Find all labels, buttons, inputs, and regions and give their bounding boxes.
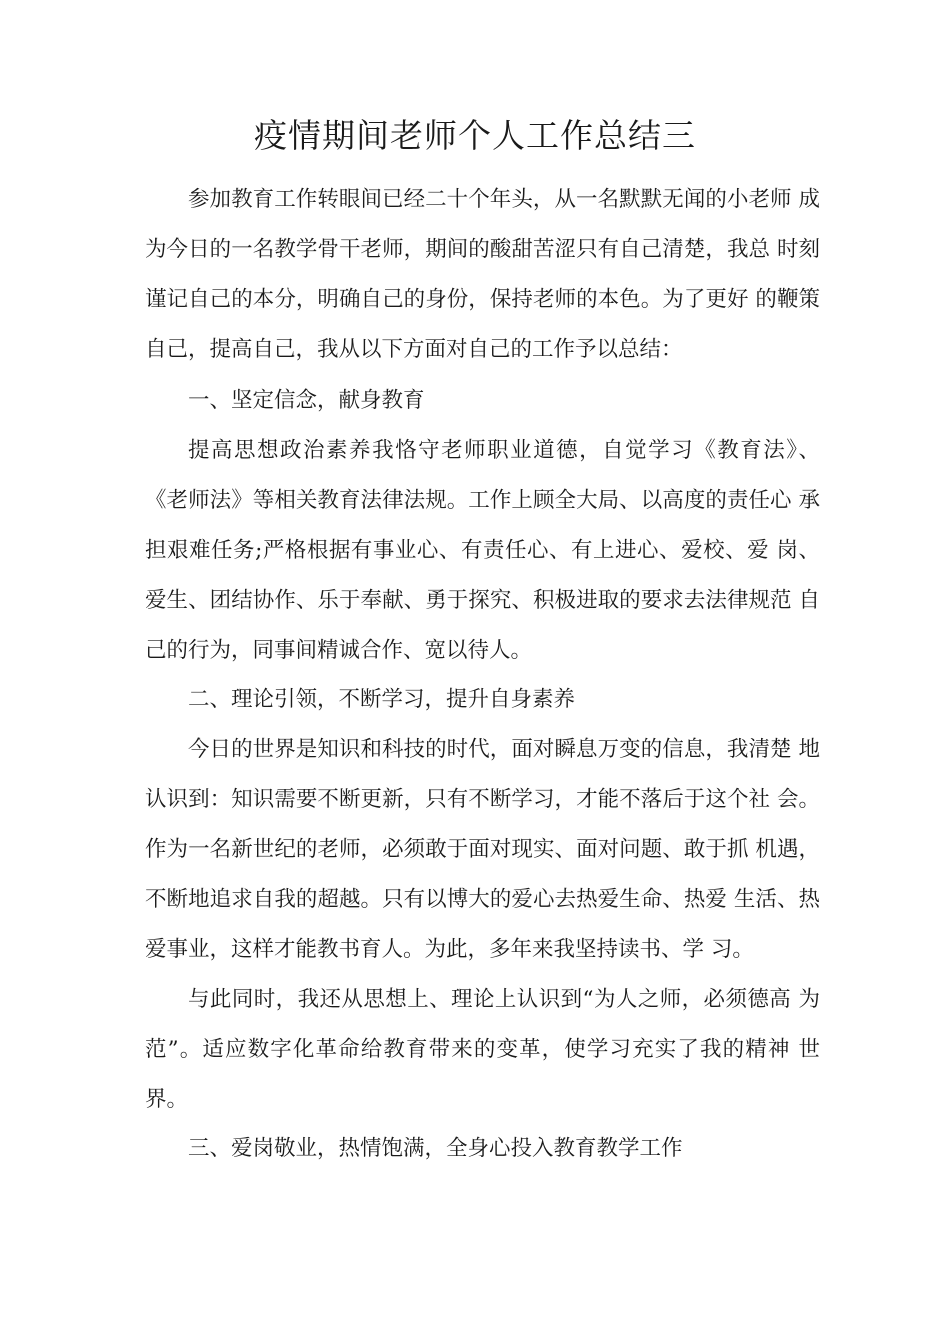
paragraph-line: 界。 <box>145 1087 189 1112</box>
paragraph-line: 己的行为，同事间精诚合作、宽以待人。 <box>145 638 533 663</box>
paragraph-line: 参加教育工作转眼间已经二十个年头，从一名默默无闻的小老师 成 <box>188 187 820 212</box>
paragraph-line: 担艰难任务;严格根据有事业心、有责任心、有上进心、爱校、爱 岗、 <box>145 538 820 563</box>
paragraph-line: 认识到：知识需要不断更新，只有不断学习，才能不落后于这个社 会。 <box>145 787 820 812</box>
paragraph-line: 自己，提高自己，我从以下方面对自己的工作予以总结： <box>145 337 683 362</box>
paragraph-line: 范”。适应数字化革命给教育带来的变革，使学习充实了我的精神 世 <box>145 1037 820 1062</box>
paragraph-line: 为今日的一名教学骨干老师，期间的酸甜苦涩只有自己清楚，我总 时刻 <box>145 237 820 262</box>
paragraph-line: 不断地追求自我的超越。只有以博大的爱心去热爱生命、热爱 生活、热 <box>145 887 820 912</box>
paragraph-line: 提高思想政治素养我恪守老师职业道德，自觉学习《教育法》、 <box>188 438 820 463</box>
section-heading: 三、爱岗敬业，热情饱满，全身心投入教育教学工作 <box>188 1136 683 1161</box>
section-heading: 二、理论引领，不断学习，提升自身素养 <box>188 687 576 712</box>
paragraph-line: 《老师法》等相关教育法律法规。工作上顾全大局、以高度的责任心 承 <box>145 488 820 513</box>
paragraph-line: 爱事业，这样才能教书育人。为此，多年来我坚持读书、学 习。 <box>145 937 754 962</box>
paragraph-line: 今日的世界是知识和科技的时代，面对瞬息万变的信息，我清楚 地 <box>188 737 820 762</box>
section-heading: 一、坚定信念，献身教育 <box>188 388 425 413</box>
paragraph-line: 爱生、团结协作、乐于奉献、勇于探究、积极进取的要求去法律规范 自 <box>145 588 820 613</box>
document-title: 疫情期间老师个人工作总结三 <box>254 116 696 155</box>
paragraph-line: 谨记自己的本分，明确自己的身份，保持老师的本色。为了更好 的鞭策 <box>145 287 820 312</box>
paragraph-line: 与此同时，我还从思想上、理论上认识到“为人之师，必须德高 为 <box>188 987 820 1012</box>
paragraph-line: 作为一名新世纪的老师，必须敢于面对现实、面对问题、敢于抓 机遇， <box>145 837 820 862</box>
